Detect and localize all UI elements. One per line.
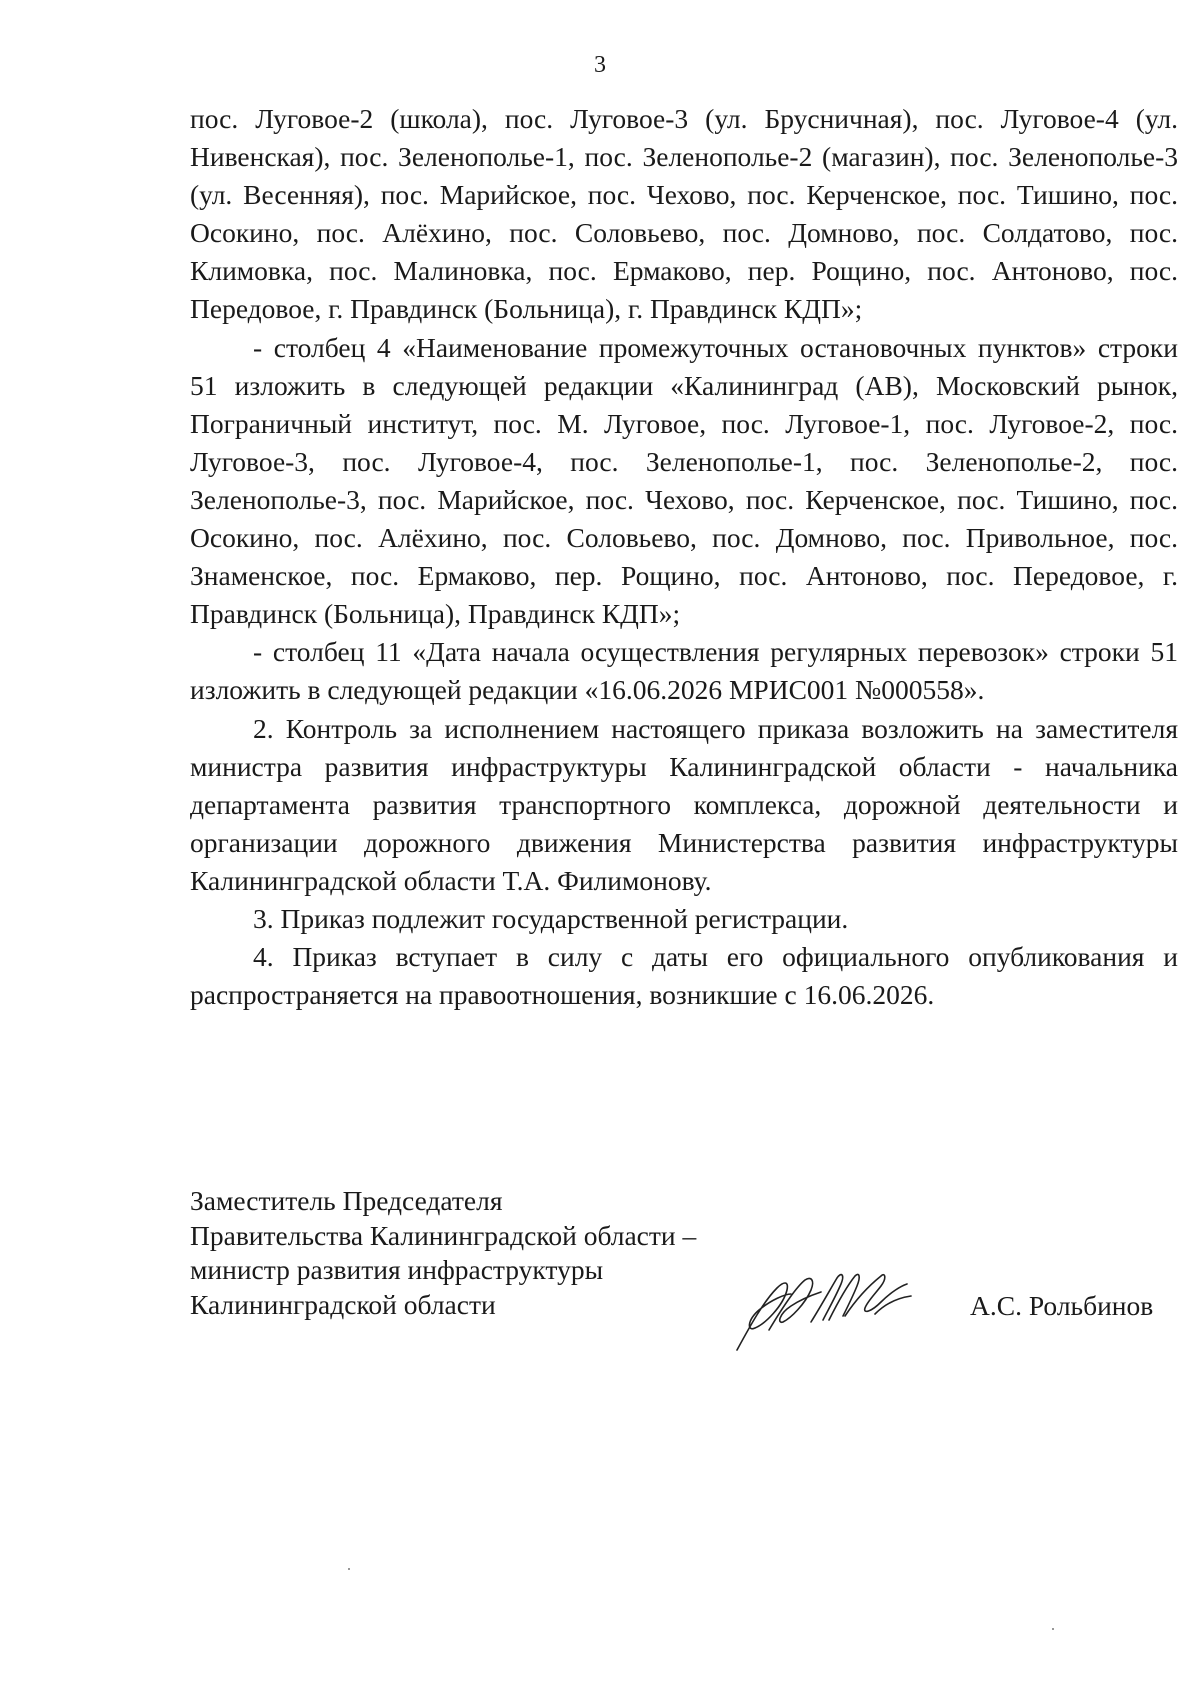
scan-speck [348,1568,350,1570]
signatory-position [190,1184,696,1322]
paragraph-effective-date-clause: 4. Приказ вступает в силу с даты его официального опубликования и распространяется на правоотношения, возникшие с 16.06.2026. [190,941,1178,1011]
handwritten-signature [725,1258,925,1358]
paragraph-stop-list-continuation: пос. Луговое-2 (школа), пос. Луговое-3 (ул. Брусничная), пос. Луговое-4 (ул. Нивенская), пос. Зеленополье-1, пос. Зеленополье-2 (магазин), пос. Зеленополье-3 (ул. Весенняя), пос. Марийское, пос. Чехово, пос. Керченское, пос. Тишино, пос. Осокино, пос. Алёхино, пос. Соловьево, пос. Домново, пос. Солдатово, пос. Климовка, пос. Малиновка, пос. Ермаково, пер. Рощино, пос. Антоново, пос. Передовое, г. Правдинск (Больница), г. Правдинск КДП»; [190,103,1178,325]
page-number: 3 [594,52,606,78]
paragraph-registration-clause: 3. Приказ подлежит государственной регистрации. [253,902,849,934]
paragraph-control-clause: 2. Контроль за исполнением настоящего приказа возложить на заместителя министра развития инфраструктуры Калининградской области - начальника департамента развития транспортного комплекса, дорожной деятельности и организации дорожного движения Министерства развития инфраструктуры Калининградской области Т.А. Филимонову. [190,712,1178,896]
paragraph-column-11-amendment: - столбец 11 «Дата начала осуществления регулярных перевозок» строки 51 изложить в следующей редакции «16.06.2026 МРИС001 №000558». [190,636,1178,706]
signatory-name: А.С. Рольбинов [970,1290,1154,1321]
signatory-position-line: Калининградской области [190,1288,496,1320]
scan-speck [1052,1628,1054,1630]
document-body [190,100,1178,1014]
paragraph-column-4-amendment: - столбец 4 «Наименование промежуточных остановочных пунктов» строки 51 изложить в следующей редакции «Калининград (АВ), Московский рынок, Пограничный институт, пос. М. Луговое, пос. Луговое-1, пос. Луговое-2, пос. Луговое-3, пос. Луговое-4, пос. Зеленополье-1, пос. Зеленополье-2, пос. Зеленополье-3, пос. Марийское, пос. Чехово, пос. Керченское, пос. Тишино, пос. Осокино, пос. Алёхино, пос. Соловьево, пос. Домново, пос. Привольное, пос. Знаменское, пос. Ермаково, пер. Рощино, пос. Антоново, пос. Передовое, г. Правдинск (Больница), Правдинск КДП»; [190,331,1178,630]
signatory-position-line: министр развития инфраструктуры [190,1254,604,1285]
signatory-position-line: Правительства Калининградской области – [190,1219,697,1251]
signatory-position-line: Заместитель Председателя [190,1185,503,1216]
